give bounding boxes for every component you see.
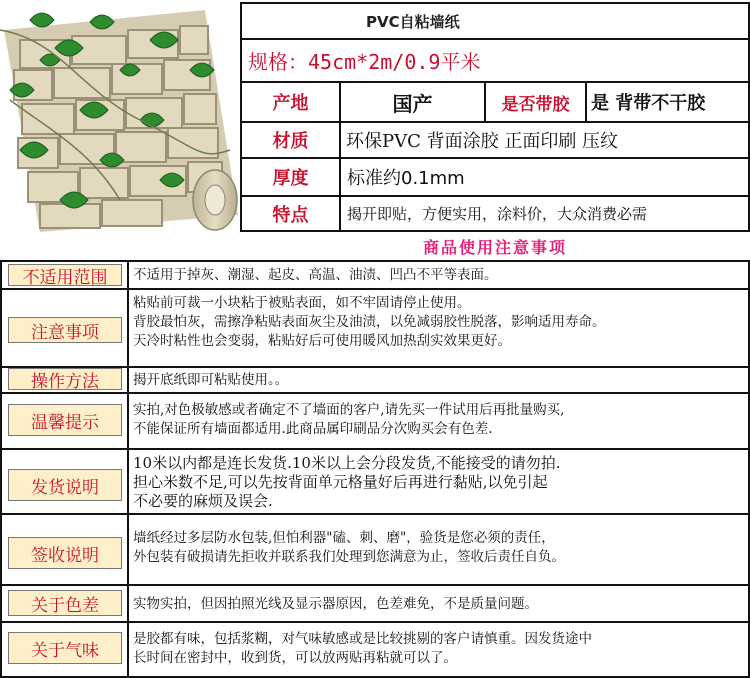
feature-label: 特点 [272, 204, 309, 226]
material-label: 材质 [272, 131, 309, 152]
spec-table [240, 2, 750, 232]
note-label-precautions: 注意事项 [8, 317, 122, 343]
note-text-odor: 是胶都有味，包括浆糊，对气味敏感或是比较挑剔的客户请慎重。因发货途中 长时间在密封中，收到货，可以放两贴再粘就可以了。 [133, 631, 592, 666]
note-label-usage: 操作方法 [8, 368, 122, 390]
thickness-value: 标准约0.1mm [347, 168, 465, 189]
origin-value: 国产 [392, 91, 433, 116]
note-text-scope: 不适用于掉灰、潮湿、起皮、高温、油渍、凹凸不平等表面。 [133, 267, 498, 283]
origin-label: 产地 [272, 93, 309, 114]
note-text-shipping: 10米以内都是连长发货.10米以上会分段发货,不能接受的请勿拍. 担心米数不足,可以先按背面单元格量好后再进行黏贴,以免引起 不必要的麻烦及误会. [133, 454, 561, 510]
thickness-label: 厚度 [272, 168, 309, 189]
note-label-odor: 关于气味 [8, 632, 122, 664]
note-text-precautions: 粘贴前可裁一小块粘于被贴表面，如不牢固请停止使用。 背胶最怕灰，需擦净粘贴表面灰尘及油渍，以免减弱胶性脱落，影响适用寿命。 天冷时粘性也会变弱，粘贴好后可使用暖风加热刮实效果更好。 [133, 295, 606, 349]
adhesive-value: 是 背带不干胶 [591, 93, 706, 114]
notice-title: 商品使用注意事项 [422, 237, 567, 257]
note-label-receipt: 签收说明 [8, 537, 122, 569]
material-value: 环保PVC 背面涂胶 正面印刷 压纹 [346, 131, 619, 152]
note-label-tips: 温馨提示 [8, 404, 122, 436]
note-label-scope: 不适用范围 [8, 264, 122, 286]
product-image [0, 0, 240, 233]
notes-table [0, 260, 750, 678]
feature-value: 揭开即贴，方便实用，涂料价，大众消费必需 [347, 205, 648, 223]
note-label-color: 关于色差 [8, 590, 122, 616]
note-text-color: 实物实拍，但因拍照光线及显示器原因，色差难免，不是质量问题。 [133, 596, 538, 612]
adhesive-label: 是否带胶 [501, 94, 570, 115]
note-label-shipping: 发货说明 [8, 469, 122, 501]
note-text-receipt: 墙纸经过多层防水包装,但怕利器"磕、刺、磨"，验货是您必须的责任， 外包装有破损请先拒收并联系我们处理到您满意为止，签收后责任自负。 [133, 530, 565, 565]
note-text-usage: 揭开底纸即可粘贴使用。。 [133, 372, 289, 388]
product-title: PVC自粘墙纸 [366, 12, 460, 31]
note-text-tips: 实拍,对色极敏感或者确定不了墙面的客户,请先买一件试用后再批量购买, 不能保证所有墙面都适用.此商品属印刷品分次购买会有色差. [133, 402, 565, 437]
spec-size-line: 规格：45cm*2m/0.9平米 [248, 49, 481, 74]
